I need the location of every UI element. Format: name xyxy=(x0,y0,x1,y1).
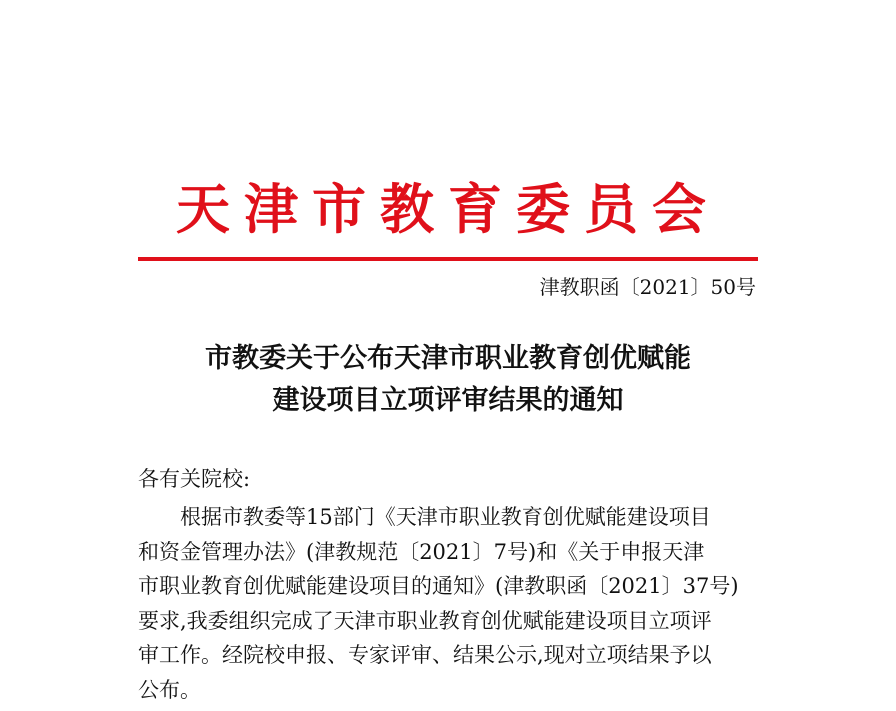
body-line: 和资金管理办法》(津教规范〔2021〕7号)和《关于申报天津 xyxy=(138,539,705,564)
body-paragraph xyxy=(138,500,758,707)
body-line: 根据市教委等15部门《天津市职业教育创优赋能建设项目 xyxy=(180,505,711,529)
document-title xyxy=(138,338,758,422)
document-title-line-2: 建设项目立项评审结果的通知 xyxy=(272,385,624,416)
document-number: 津教职函〔2021〕50号 xyxy=(539,275,756,299)
issuer-masthead: 天津市教育委员会 xyxy=(176,177,720,241)
body-line: 公布。 xyxy=(138,677,201,702)
red-divider-line xyxy=(138,257,758,261)
body-line: 审工作。经院校申报、专家评审、结果公示,现对立项结果予以 xyxy=(138,643,712,667)
salutation: 各有关院校: xyxy=(138,467,251,491)
body-line: 要求,我委组织完成了天津市职业教育创优赋能建设项目立项评 xyxy=(138,608,712,633)
document-title-line-1: 市教委关于公布天津市职业教育创优赋能 xyxy=(205,343,691,374)
body-line: 市职业教育创优赋能建设项目的通知》(津教职函〔2021〕37号) xyxy=(138,574,739,598)
